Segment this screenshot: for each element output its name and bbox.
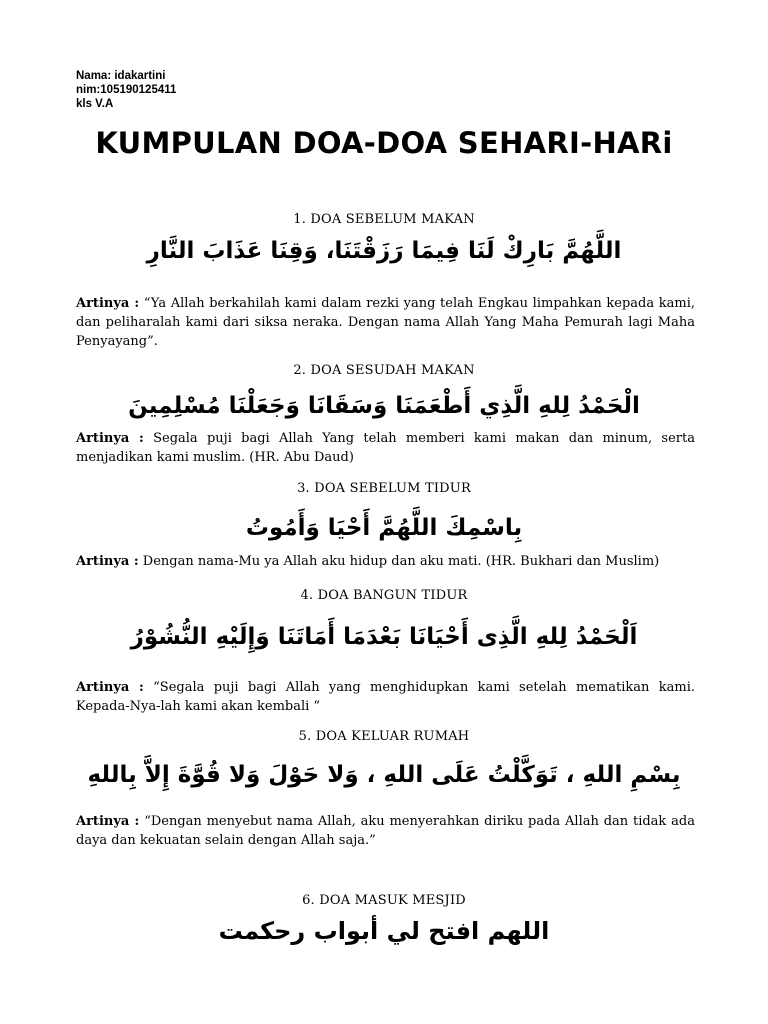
prayer-6-arabic: اللهم افتح لي أبواب رحكمت	[218, 917, 550, 945]
prayer-2-heading: 2. DOA SESUDAH MAKAN	[293, 363, 475, 378]
artinya-label: Artinya :	[76, 296, 140, 311]
prayer-4-meaning	[76, 678, 695, 716]
prayer-5-meaning	[76, 812, 695, 850]
prayer-3-arabic: بِاسْمِكَ اللَّهُمَّ أَحْيَا وَأَمُوتُ	[245, 515, 523, 541]
prayer-3-meaning-text: Dengan nama-Mu ya Allah aku hidup dan aku mati. (HR. Bukhari dan Muslim)	[142, 554, 660, 569]
artinya-label: Artinya :	[76, 814, 140, 829]
prayer-1-meaning-text: “Ya Allah berkahilah kami dalam rezki yang telah Engkau limpahkan kepada kami, dan peliharalah kami dari siksa neraka. Dengan nama Allah Yang Maha Pemurah lagi Maha Penyayang”.	[76, 296, 695, 349]
prayer-5-meaning-text: “Dengan menyebut nama Allah, aku menyerahkan diriku pada Allah dan tidak ada daya dan kekuatan selain dengan Allah saja.”	[76, 814, 695, 848]
prayer-4-heading: 4. DOA BANGUN TIDUR	[300, 588, 468, 603]
prayer-2-meaning	[76, 429, 695, 467]
prayer-1-meaning	[76, 294, 695, 351]
prayer-3-heading: 3. DOA SEBELUM TIDUR	[297, 481, 471, 496]
prayer-5-arabic: بِسْمِ اللهِ ، تَوَكَّلْتُ عَلَى اللهِ ، وَلا حَوْلَ وَلا قُوَّةَ إِلاَّ بِاللهِ	[87, 762, 681, 788]
student-name: Nama: idakartini	[76, 70, 166, 82]
prayer-6-heading: 6. DOA MASUK MESJID	[302, 893, 466, 908]
prayer-4-meaning-text: “Segala puji bagi Allah yang menghidupkan kami setelah mematikan kami. Kepada-Nya-lah kami akan kembali “	[76, 680, 695, 714]
student-class: kls V.A	[76, 98, 114, 110]
student-nim: nim:105190125411	[76, 84, 177, 96]
prayer-3-meaning	[76, 552, 695, 571]
prayer-1-arabic: اللَّهُمَّ بَارِكْ لَنَا فِيمَا رَزَقْتَنَا، وَقِنَا عَذَابَ النَّارِ	[146, 238, 622, 264]
artinya-label: Artinya :	[76, 680, 144, 695]
prayer-5-heading: 5. DOA KELUAR RUMAH	[298, 729, 470, 744]
artinya-label: Artinya :	[76, 431, 144, 446]
artinya-label: Artinya :	[76, 554, 139, 569]
prayer-2-meaning-text: Segala puji bagi Allah Yang telah memberi kami makan dan minum, serta menjadikan kami muslim. (HR. Abu Daud)	[76, 431, 695, 465]
prayer-2-arabic: الْحَمْدُ لِلهِ الَّذِي أَطْعَمَنَا وَسَقَانَا وَجَعَلْنَا مُسْلِمِينَ	[128, 393, 640, 419]
prayer-1-heading: 1. DOA SEBELUM MAKAN	[293, 212, 475, 227]
prayer-4-arabic: اَلْحَمْدُ لِلهِ الَّذِى أَحْيَانَا بَعْدَمَا أَمَاتَنَا وَإِلَيْهِ النُّشُوْرُ	[130, 624, 638, 650]
document-title: KUMPULAN DOA-DOA SEHARI-HARi	[95, 126, 673, 160]
student-info	[76, 69, 176, 111]
